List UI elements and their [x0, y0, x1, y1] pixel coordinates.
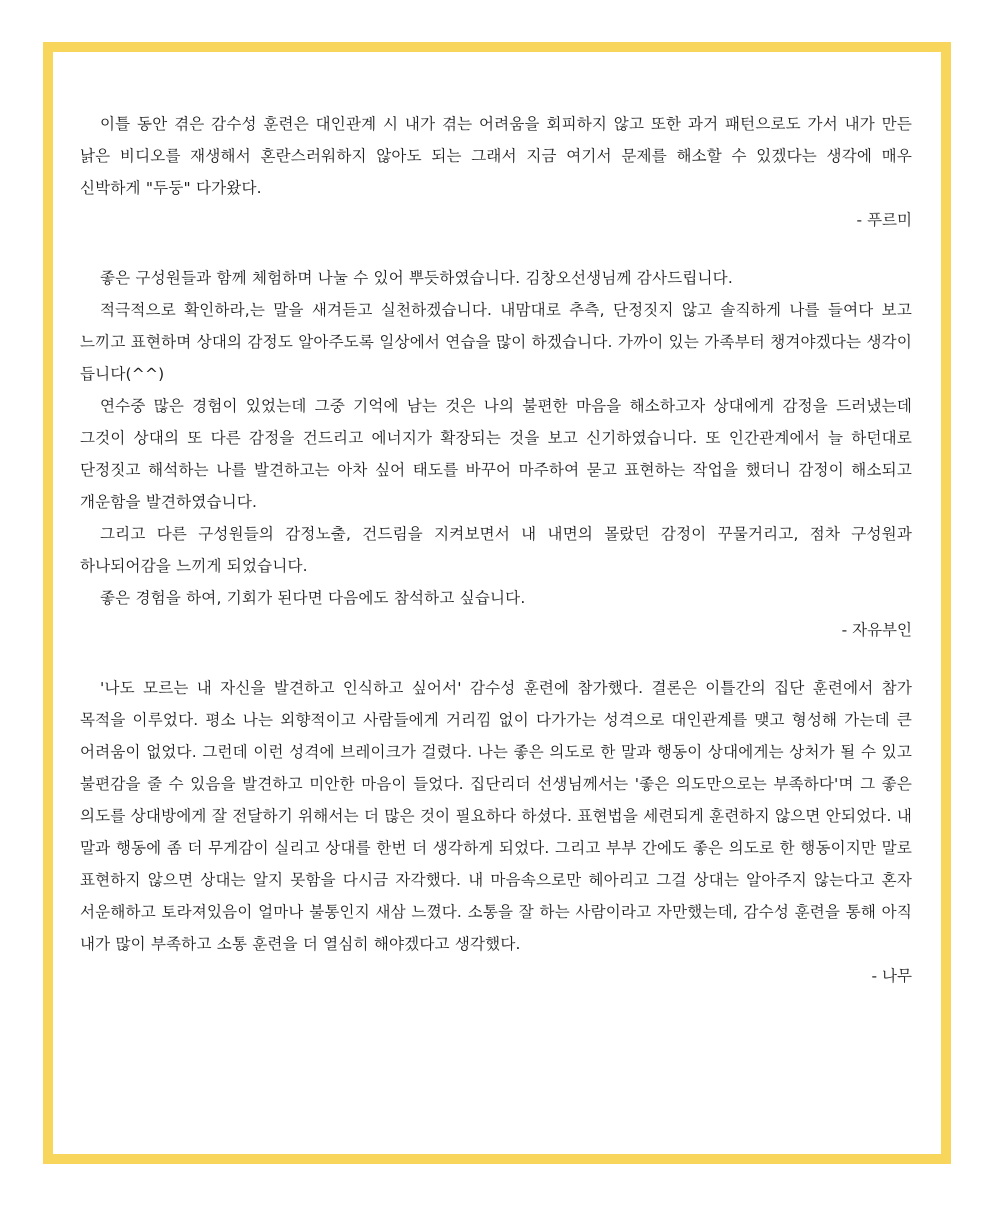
testimonial-frame — [43, 42, 951, 1164]
testimonial-paragraph: 그리고 다른 구성원들의 감정노출, 건드림을 지켜보면서 내 내면의 몰랐던 감정이 꾸물거리고, 점차 구성원과 하나되어감을 느끼게 되었습니다. — [80, 525, 912, 575]
testimonial-list — [80, 108, 912, 992]
testimonial-paragraph: 좋은 경험을 하여, 기회가 된다면 다음에도 참석하고 싶습니다. — [100, 589, 526, 607]
testimonial-paragraph: 연수중 많은 경험이 있었는데 그중 기억에 남는 것은 나의 불편한 마음을 해소하고자 상대에게 감정을 드러냈는데 그것이 상대의 또 다른 감정을 건드리고 에너지가 확장되는 것을 보고 신기하였습니다. 또 인간관계에서 늘 하던대로 단정짓고 해석하는 나를 발견하고는 아차 싶어 태도를 바꾸어 마주하여 묻고 표현하는 작업을 했더니 감정이 해소되고 개운함을 발견하였습니다. — [80, 397, 912, 511]
testimonial-author: - 나무 — [871, 967, 912, 985]
testimonial-author: - 자유부인 — [841, 621, 912, 639]
testimonial-block — [80, 108, 912, 236]
testimonial-block — [80, 672, 912, 992]
testimonial-paragraph: '나도 모르는 내 자신을 발견하고 인식하고 싶어서' 감수성 훈련에 참가했다. 결론은 이틀간의 집단 훈련에서 참가 목적을 이루었다. 평소 나는 외향적이고 사람들에게 거리낌 없이 다가가는 성격으로 대인관계를 맺고 형성해 가는데 큰 어려움이 없었다. 그런데 이런 성격에 브레이크가 걸렸다. 나는 좋은 의도로 한 말과 행동이 상대에게는 상처가 될 수 있고 불편감을 줄 수 있음을 발견하고 미안한 마음이 들었다. 집단리더 선생님께서는 '좋은 의도만으로는 부족하다'며 그 좋은 의도를 상대방에게 잘 전달하기 위해서는 더 많은 것이 필요하다 하셨다. 표현법을 세련되게 훈련하지 않으면 안되었다. 내 말과 행동에 좀 더 무게감이 실리고 상대를 한번 더 생각하게 되었다. 그리고 부부 간에도 좋은 의도로 한 행동이지만 말로 표현하지 않으면 상대는 알지 못함을 다시금 자각했다. 내 마음속으로만 헤아리고 그걸 상대는 알아주지 않는다고 혼자 서운해하고 토라져있음이 얼마나 불통인지 새삼 느꼈다. 소통을 잘 하는 사람이라고 자만했는데, 감수성 훈련을 통해 아직 내가 많이 부족하고 소통 훈련을 더 열심히 해야겠다고 생각했다. — [80, 679, 912, 953]
testimonial-paragraph: 이틀 동안 겪은 감수성 훈련은 대인관계 시 내가 겪는 어려움을 회피하지 않고 또한 과거 패턴으로도 가서 내가 만든 낡은 비디오를 재생해서 혼란스러워하지 않아도 되는 그래서 지금 여기서 문제를 해소할 수 있겠다는 생각에 매우 신박하게 "두둥" 다가왔다. — [80, 115, 912, 197]
testimonial-paragraph: 적극적으로 확인하라,는 말을 새겨듣고 실천하겠습니다. 내맘대로 추측, 단정짓지 않고 솔직하게 나를 들여다 보고 느끼고 표현하며 상대의 감정도 알아주도록 일상에서 연습을 많이 하겠습니다. 가까이 있는 가족부터 챙겨야겠다는 생각이 듭니다(^^) — [80, 301, 912, 383]
testimonial-author: - 푸르미 — [856, 211, 912, 229]
testimonial-block — [80, 262, 912, 646]
testimonial-paragraph: 좋은 구성원들과 함께 체험하며 나눌 수 있어 뿌듯하였습니다. 김창오선생님께 감사드립니다. — [100, 269, 733, 287]
